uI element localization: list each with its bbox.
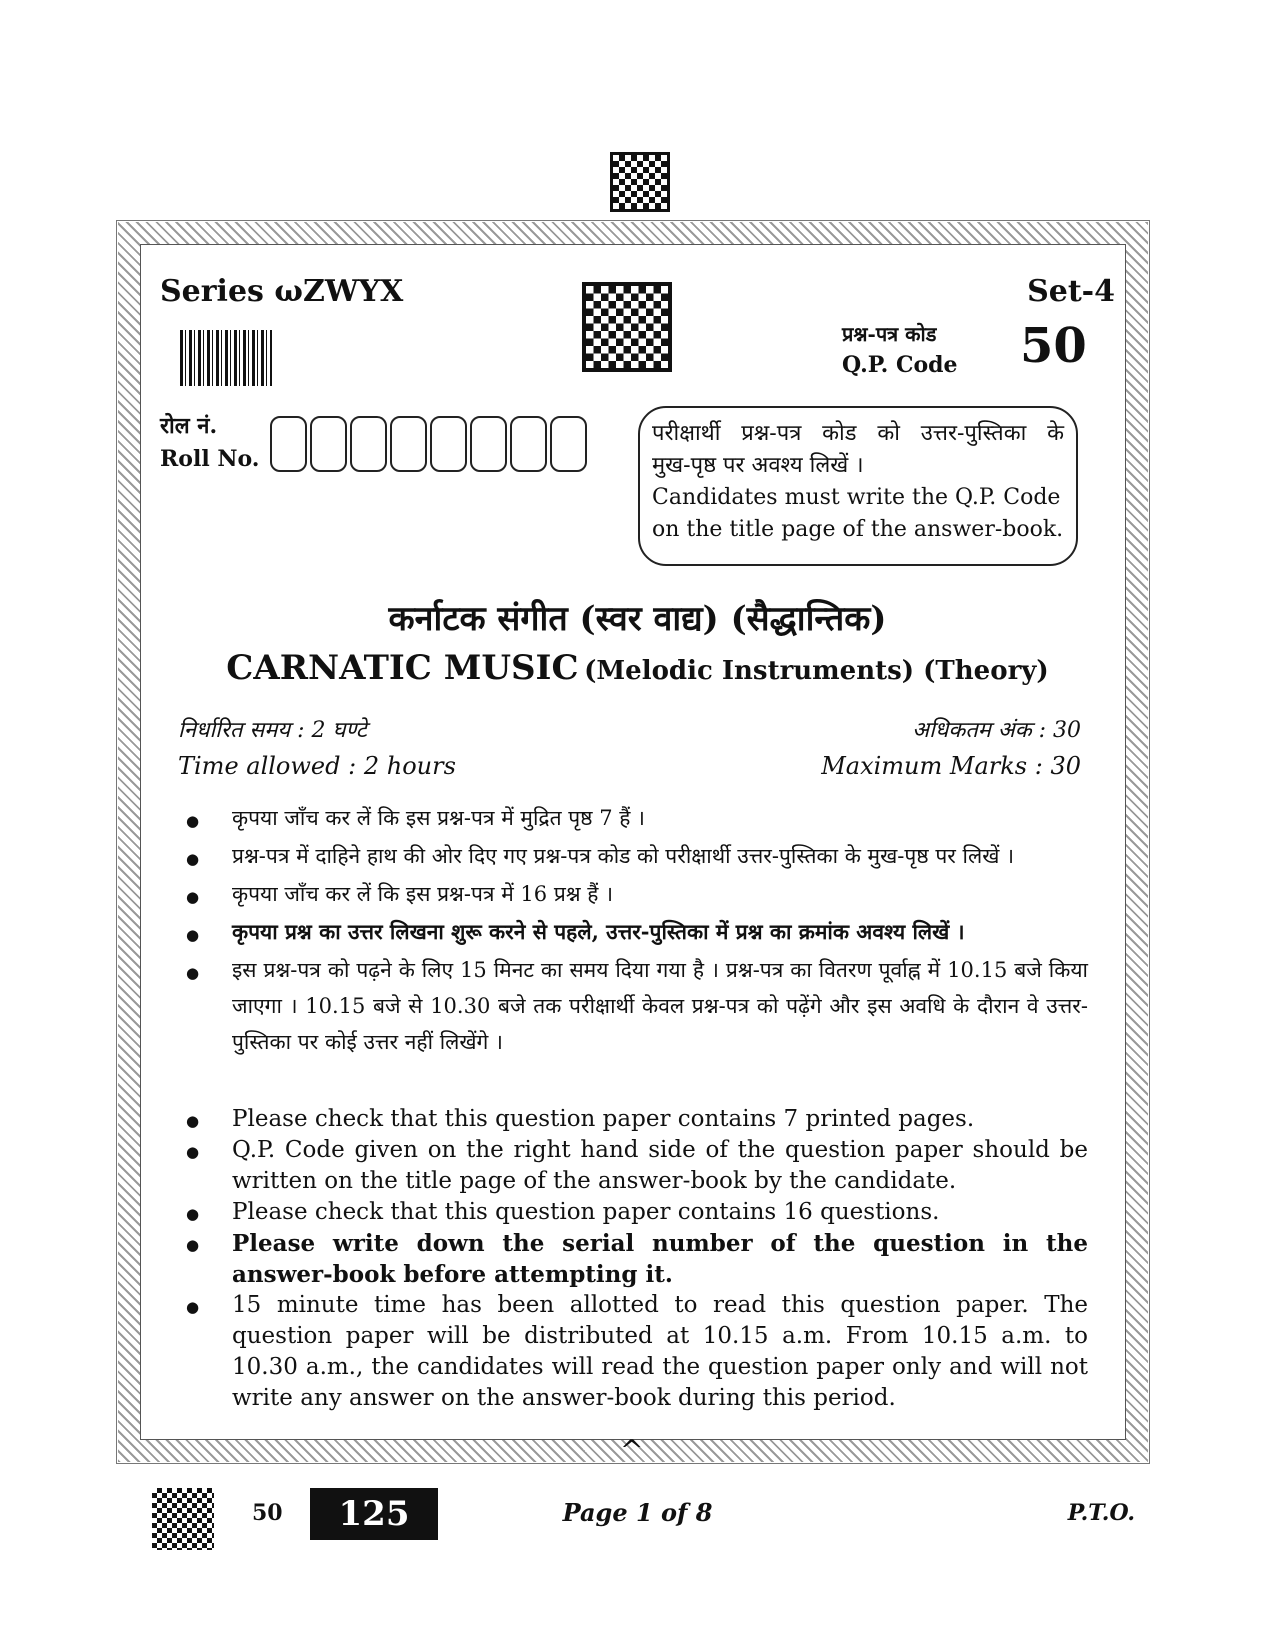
- time-allowed: Time allowed : 2 hours: [178, 752, 456, 780]
- set-label: Set-4: [1027, 274, 1115, 309]
- footer-number-box: 125: [310, 1488, 438, 1540]
- roll-digit-box[interactable]: [470, 416, 507, 472]
- instruction-item: ● कृपया जाँच कर लें कि इस प्रश्न-पत्र में 16 प्रश्न हैं ।: [186, 876, 1088, 912]
- barcode: [180, 330, 272, 386]
- maximum-marks-hindi: अधिकतम अंक : 30: [912, 718, 1081, 743]
- roll-label-hindi: रोल नं.: [160, 413, 218, 439]
- caret-mark: ^: [620, 1434, 644, 1467]
- instructions-hindi: [186, 800, 1088, 1062]
- qr-code-main: [582, 282, 672, 372]
- footer-code: 50: [252, 1500, 283, 1526]
- roll-digit-box[interactable]: [270, 416, 307, 472]
- roll-digit-box[interactable]: [310, 416, 347, 472]
- roll-digit-box[interactable]: [550, 416, 587, 472]
- roll-digit-box[interactable]: [430, 416, 467, 472]
- instruction-item: ● इस प्रश्न-पत्र को पढ़ने के लिए 15 मिनट का समय दिया गया है । प्रश्न-पत्र का वितरण पूर्वाह्न में 10.15 बजे किया जाएगा । 10.15 बजे से 10.30 बजे तक परीक्षार्थी केवल प्रश्न-पत्र को पढ़ेंगे और इस अवधि के दौरान वे उत्तर-पुस्तिका पर कोई उत्तर नहीं लिखेंगे ।: [186, 952, 1088, 1060]
- instruction-item: ● 15 minute time has been allotted to read this question paper. The question paper will be distributed at 10.15 a.m. From 10.15 a.m. to 10.30 a.m., the candidates will read the question paper only and will not write any answer on the answer-book during this period.: [186, 1290, 1088, 1414]
- qp-code-notice-box: [638, 406, 1078, 566]
- instruction-item: ● प्रश्न-पत्र में दाहिने हाथ की ओर दिए गए प्रश्न-पत्र कोड को परीक्षार्थी उत्तर-पुस्तिका के मुख-पृष्ठ पर लिखें ।: [186, 838, 1088, 874]
- subject-title: [0, 648, 1275, 688]
- instruction-item: ● Please check that this question paper contains 7 printed pages.: [186, 1104, 1088, 1135]
- instruction-item: ● Please write down the serial number of the question in the answer-book before attempting it.: [186, 1228, 1088, 1290]
- notice-hindi-line1: परीक्षार्थी प्रश्न-पत्र कोड को उत्तर-पुस्तिका के: [652, 421, 1064, 446]
- qp-code-label-hindi: प्रश्न-पत्र कोड: [842, 322, 937, 346]
- page-number: Page 1 of 8: [562, 1498, 713, 1527]
- subject-title-main: CARNATIC MUSIC: [226, 648, 579, 688]
- roll-number-boxes: [270, 416, 590, 472]
- roll-digit-box[interactable]: [390, 416, 427, 472]
- instruction-item: ● कृपया जाँच कर लें कि इस प्रश्न-पत्र में मुद्रित पृष्ठ 7 हैं ।: [186, 800, 1088, 836]
- subject-title-sub: (Melodic Instruments) (Theory): [584, 656, 1049, 686]
- roll-digit-box[interactable]: [510, 416, 547, 472]
- notice-hindi-line2: मुख-पृष्ठ पर अवश्य लिखें ।: [652, 453, 864, 478]
- qp-code-label: Q.P. Code: [842, 352, 958, 378]
- instruction-item: ● कृपया प्रश्न का उत्तर लिखना शुरू करने से पहले, उत्तर-पुस्तिका में प्रश्न का क्रमांक अवश्य लिखें ।: [186, 914, 1088, 950]
- pto-label: P.T.O.: [1067, 1500, 1135, 1526]
- instructions-english: [186, 1104, 1088, 1414]
- qr-code-top: [610, 152, 670, 212]
- series-label: Series ωZWYX: [160, 274, 404, 309]
- qp-code-number: 50: [1020, 318, 1087, 374]
- subject-title-hindi: कर्नाटक संगीत (स्वर वाद्य) (सैद्धान्तिक): [388, 599, 887, 639]
- instruction-item: ● Q.P. Code given on the right hand side of the question paper should be written on the title page of the answer-book by the candidate.: [186, 1135, 1088, 1197]
- time-allowed-hindi: निर्धारित समय : 2 घण्टे: [178, 718, 367, 743]
- instruction-item: ● Please check that this question paper contains 16 questions.: [186, 1197, 1088, 1228]
- roll-digit-box[interactable]: [350, 416, 387, 472]
- roll-label: Roll No.: [160, 446, 260, 472]
- maximum-marks: Maximum Marks : 30: [821, 752, 1081, 780]
- notice-english: Candidates must write the Q.P. Code on the title page of the answer-book.: [652, 485, 1064, 542]
